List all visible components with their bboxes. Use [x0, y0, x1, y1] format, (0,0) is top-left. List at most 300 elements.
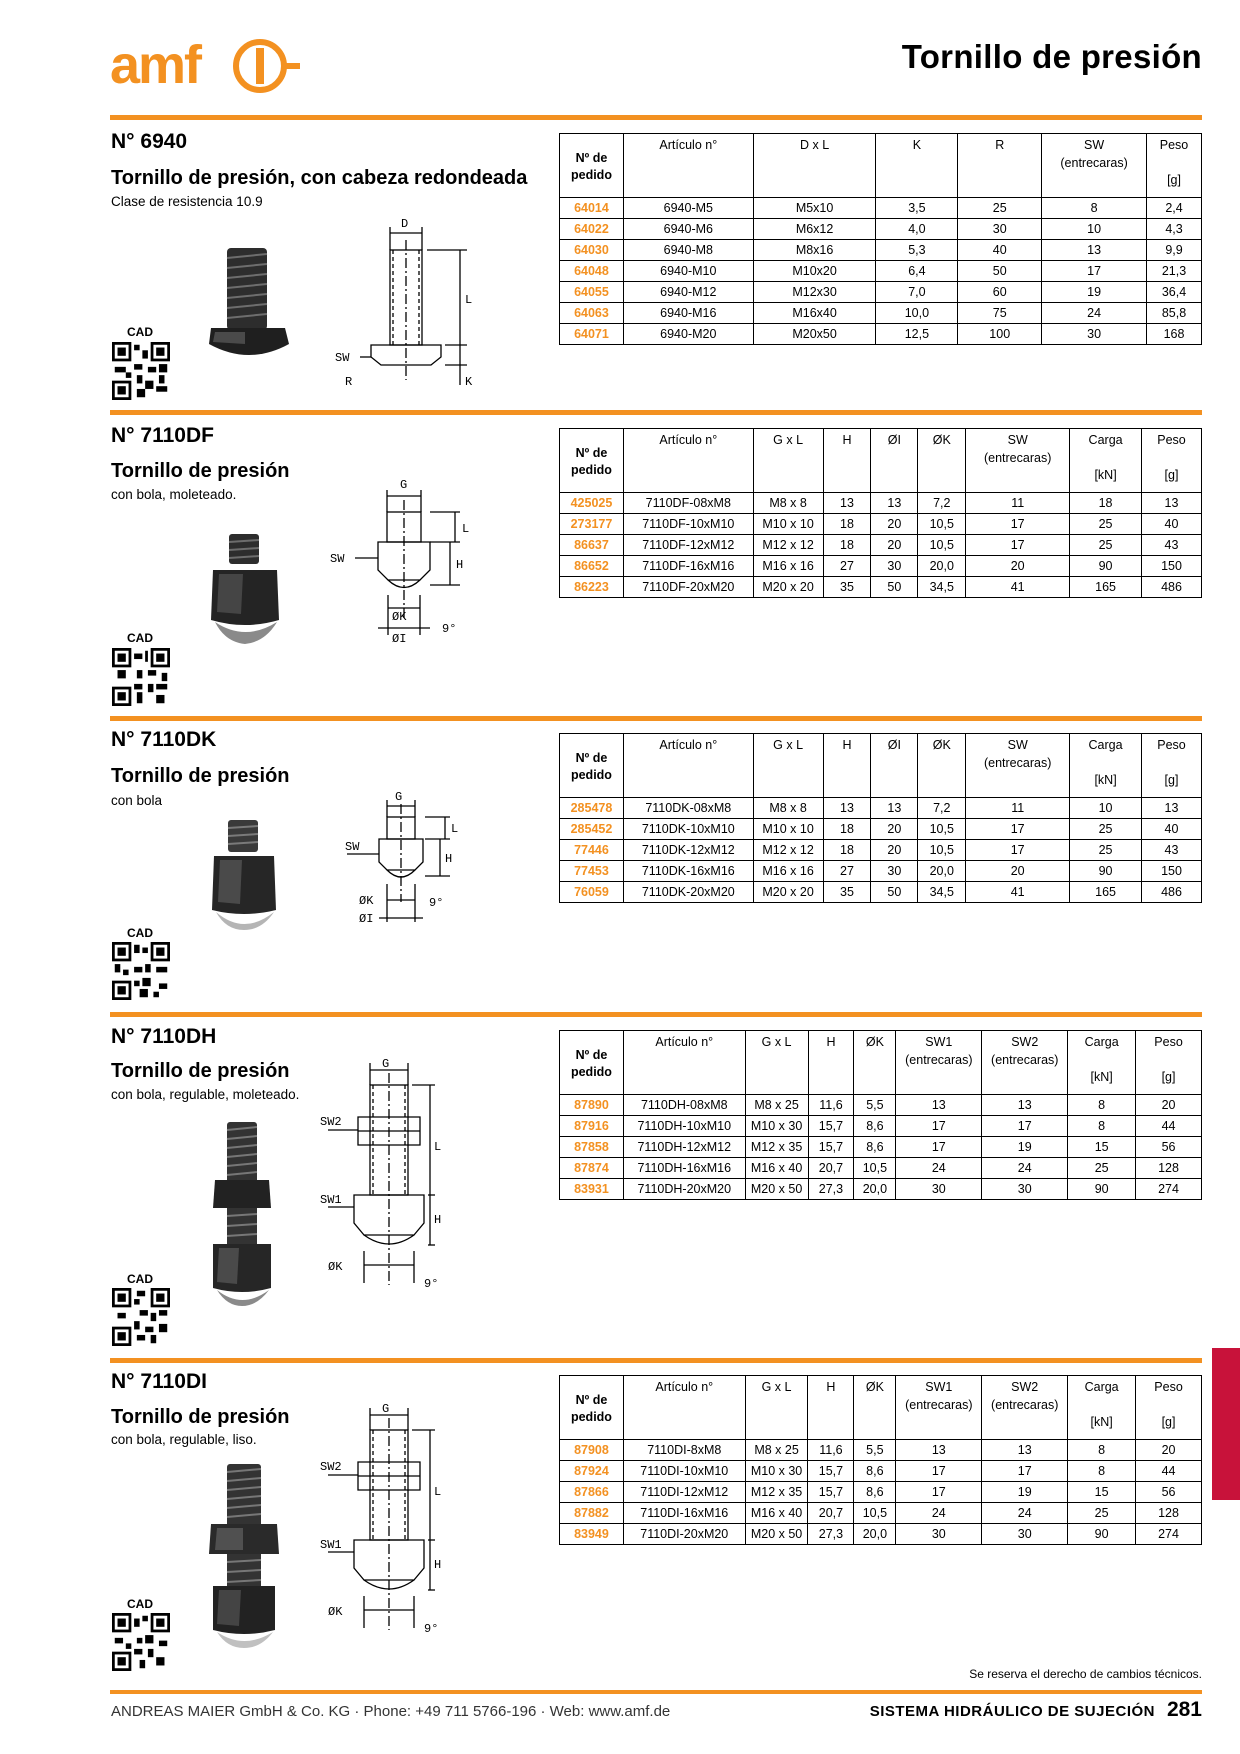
table-cell: M16 x 40	[745, 1158, 808, 1179]
table-cell: M12x30	[753, 282, 876, 303]
table-row	[560, 493, 1202, 514]
product-photo	[205, 1462, 283, 1652]
header-h: H	[808, 1376, 854, 1440]
header-di: ØI	[871, 429, 918, 493]
table-cell: 8	[1042, 198, 1147, 219]
table-cell: M8 x 8	[753, 798, 823, 819]
header-article: Artículo n°	[623, 734, 753, 798]
table-cell: 8	[1068, 1116, 1136, 1137]
order-number-link[interactable]: 87908	[560, 1440, 624, 1461]
table-cell: 90	[1068, 1179, 1136, 1200]
order-number-link[interactable]: 83949	[560, 1524, 624, 1545]
table-cell: M10x20	[753, 261, 876, 282]
section-subtitle: con bola, regulable, moleteado.	[111, 1087, 300, 1102]
table-cell: 7110DF-08xM8	[623, 493, 753, 514]
table-cell: M10 x 10	[753, 819, 823, 840]
table-row	[560, 219, 1202, 240]
header-article: Artículo n°	[623, 1376, 745, 1440]
table-cell: 168	[1147, 324, 1202, 345]
header-peso: Peso [g]	[1142, 429, 1202, 493]
header-peso: Peso [g]	[1136, 1376, 1202, 1440]
table-cell: 10	[1070, 798, 1142, 819]
header-sw: SW (entrecaras)	[966, 734, 1070, 798]
table-row	[560, 556, 1202, 577]
dim-g: G	[400, 478, 408, 492]
table-cell: 486	[1142, 577, 1202, 598]
table-cell: M16 x 16	[753, 861, 823, 882]
section-title: Tornillo de presión, con cabeza redondeada	[111, 167, 528, 189]
table-cell: 6940-M10	[623, 261, 753, 282]
order-number-link[interactable]: 285452	[560, 819, 624, 840]
table-cell: 17	[966, 819, 1070, 840]
order-number-link[interactable]: 86223	[560, 577, 624, 598]
table-cell: 20	[966, 556, 1070, 577]
order-number-link[interactable]: 87874	[560, 1158, 624, 1179]
dim-g: G	[395, 792, 403, 804]
table-row	[560, 861, 1202, 882]
page-title: Tornillo de presión	[901, 38, 1202, 75]
table-cell: 6940-M16	[623, 303, 753, 324]
table-cell: 30	[1042, 324, 1147, 345]
order-number-link[interactable]: 77446	[560, 840, 624, 861]
table-cell: 10,0	[876, 303, 958, 324]
order-number-link[interactable]: 64048	[560, 261, 624, 282]
table-cell: 165	[1070, 882, 1142, 903]
order-number-link[interactable]: 86637	[560, 535, 624, 556]
order-number-link[interactable]: 87924	[560, 1461, 624, 1482]
order-number-link[interactable]: 86652	[560, 556, 624, 577]
qr-code[interactable]	[112, 342, 170, 400]
order-number-link[interactable]: 87882	[560, 1503, 624, 1524]
table-cell: 15,7	[808, 1137, 854, 1158]
table-cell: 50	[871, 882, 918, 903]
table-cell: 90	[1068, 1524, 1136, 1545]
technical-drawing	[320, 1055, 500, 1310]
table-row	[560, 1137, 1202, 1158]
table-row	[560, 1179, 1202, 1200]
table-cell: 34,5	[918, 577, 966, 598]
table-row	[560, 577, 1202, 598]
qr-code[interactable]	[112, 1288, 170, 1346]
table-cell: 25	[1070, 840, 1142, 861]
table-cell: 100	[958, 324, 1042, 345]
table-cell: 19	[982, 1482, 1068, 1503]
table-cell: 8,6	[854, 1116, 896, 1137]
footer-rule	[110, 1690, 1202, 1694]
table-cell: 6,4	[876, 261, 958, 282]
table-row	[560, 819, 1202, 840]
table-cell: 17	[896, 1482, 982, 1503]
table-cell: 24	[896, 1503, 982, 1524]
table-cell: 90	[1070, 861, 1142, 882]
table-cell: 165	[1070, 577, 1142, 598]
table-cell: 27,3	[808, 1179, 854, 1200]
table-row	[560, 1440, 1202, 1461]
table-row	[560, 1482, 1202, 1503]
table-cell: 15	[1068, 1482, 1136, 1503]
table-cell: 7,2	[918, 798, 966, 819]
table-cell: 20	[871, 535, 918, 556]
table-cell: 25	[1070, 514, 1142, 535]
table-cell: 56	[1136, 1482, 1202, 1503]
dim-r: R	[345, 375, 353, 389]
cad-label: CAD	[127, 1597, 153, 1611]
table-cell: 7110DI-8xM8	[623, 1440, 745, 1461]
header-order-number: Nº de pedido	[560, 734, 624, 798]
table-cell: 274	[1136, 1524, 1202, 1545]
table-cell: 13	[823, 798, 871, 819]
product-photo	[205, 530, 290, 650]
table-cell: 13	[982, 1095, 1068, 1116]
table-cell: 8	[1068, 1440, 1136, 1461]
header-di: ØI	[871, 734, 918, 798]
table-cell: 25	[1068, 1503, 1136, 1524]
table-row	[560, 535, 1202, 556]
table-cell: 20,0	[918, 556, 966, 577]
table-cell: 20,7	[808, 1158, 854, 1179]
table-cell: 7110DH-10xM10	[623, 1116, 745, 1137]
table-cell: 7110DI-10xM10	[623, 1461, 745, 1482]
header-article: Artículo n°	[623, 429, 753, 493]
qr-code[interactable]	[112, 1613, 170, 1671]
dim-l: L	[462, 522, 470, 536]
table-cell: 13	[1042, 240, 1147, 261]
table-row	[560, 514, 1202, 535]
table-cell: 7110DF-12xM12	[623, 535, 753, 556]
product-photo	[210, 818, 280, 933]
spec-table	[559, 133, 1202, 345]
table-cell: 7110DH-08xM8	[623, 1095, 745, 1116]
order-number-link[interactable]: 87858	[560, 1137, 624, 1158]
section-title: Tornillo de presión	[111, 460, 290, 482]
section-subtitle: con bola	[111, 793, 163, 808]
technical-drawing	[335, 215, 495, 390]
header-carga: Carga [kN]	[1068, 1031, 1136, 1095]
table-row	[560, 798, 1202, 819]
table-cell: 13	[1142, 798, 1202, 819]
table-cell: 40	[1142, 819, 1202, 840]
table-cell: 15	[1068, 1137, 1136, 1158]
table-cell: 150	[1142, 556, 1202, 577]
table-cell: 7110DH-20xM20	[623, 1179, 745, 1200]
table-cell: M20 x 20	[753, 577, 823, 598]
header-k: K	[876, 134, 958, 198]
section-subtitle: Clase de resistencia 10.9	[111, 194, 263, 209]
header-h: H	[823, 734, 871, 798]
order-number-link[interactable]: 64055	[560, 282, 624, 303]
header-order-number: Nº de pedido	[560, 134, 624, 198]
table-cell: 5,5	[854, 1095, 896, 1116]
technical-drawing	[320, 1400, 500, 1655]
table-cell: 4,0	[876, 219, 958, 240]
table-cell: 50	[871, 577, 918, 598]
section-rule	[110, 1358, 1202, 1363]
table-cell: 8	[1068, 1095, 1136, 1116]
dim-dk: ØK	[328, 1605, 343, 1619]
header-sw1: SW1 (entrecaras)	[896, 1031, 982, 1095]
table-cell: 6940-M8	[623, 240, 753, 261]
footer-company: ANDREAS MAIER GmbH & Co. KG · Phone: +49 711 5766-196 · Web: www.amf.de	[111, 1703, 671, 1720]
table-cell: 17	[982, 1461, 1068, 1482]
table-cell: 43	[1142, 840, 1202, 861]
table-cell: 10,5	[918, 535, 966, 556]
header-gxl: G x L	[745, 1031, 808, 1095]
chapter-tab[interactable]	[1212, 1348, 1240, 1500]
table-cell: 20,0	[854, 1524, 896, 1545]
header-gxl: G x L	[753, 429, 823, 493]
table-cell: 17	[896, 1461, 982, 1482]
header-order-number: Nº de pedido	[560, 1376, 624, 1440]
order-number-link[interactable]: 87890	[560, 1095, 624, 1116]
section-subtitle: con bola, moleteado.	[111, 487, 237, 502]
section-title: Tornillo de presión	[111, 765, 290, 787]
technical-drawing	[330, 470, 500, 650]
dim-h: H	[434, 1558, 442, 1572]
table-cell: 7,0	[876, 282, 958, 303]
dim-sw: SW	[330, 552, 345, 566]
table-cell: 25	[1068, 1158, 1136, 1179]
table-cell: 30	[958, 219, 1042, 240]
table-cell: M10 x 30	[745, 1461, 808, 1482]
table-cell: 24	[1042, 303, 1147, 324]
section-title: Tornillo de presión	[111, 1406, 290, 1428]
table-cell: M12 x 35	[745, 1482, 808, 1503]
order-number-link[interactable]: 64063	[560, 303, 624, 324]
table-row	[560, 324, 1202, 345]
order-number-link[interactable]: 285478	[560, 798, 624, 819]
table-cell: 128	[1136, 1503, 1202, 1524]
header-carga: Carga [kN]	[1070, 734, 1142, 798]
table-cell: 25	[1070, 535, 1142, 556]
table-cell: 13	[1142, 493, 1202, 514]
table-cell: 17	[966, 514, 1070, 535]
section-subtitle: con bola, regulable, liso.	[111, 1432, 257, 1447]
header-rule	[110, 115, 1202, 120]
footer-system: SISTEMA HIDRÁULICO DE SUJECIÓN	[869, 1703, 1155, 1720]
header-carga: Carga [kN]	[1070, 429, 1142, 493]
table-cell: 19	[1042, 282, 1147, 303]
section-title: Tornillo de presión	[111, 1060, 290, 1082]
cad-label: CAD	[127, 1272, 153, 1286]
dim-g: G	[382, 1057, 390, 1071]
table-cell: 6940-M20	[623, 324, 753, 345]
spec-table	[559, 428, 1202, 598]
table-cell: 18	[823, 840, 871, 861]
header-gxl: G x L	[753, 734, 823, 798]
table-cell: 13	[896, 1440, 982, 1461]
order-number-link[interactable]: 64030	[560, 240, 624, 261]
product-photo	[205, 240, 295, 370]
spec-table	[559, 733, 1202, 903]
table-cell: 7,2	[918, 493, 966, 514]
table-cell: 18	[823, 819, 871, 840]
section-number: N° 6940	[111, 130, 188, 153]
table-row	[560, 1524, 1202, 1545]
order-number-link[interactable]: 87866	[560, 1482, 624, 1503]
table-cell: 21,3	[1147, 261, 1202, 282]
table-cell: 150	[1142, 861, 1202, 882]
table-cell: 6940-M5	[623, 198, 753, 219]
table-cell: 30	[982, 1179, 1068, 1200]
table-cell: 20	[966, 861, 1070, 882]
table-cell: 40	[958, 240, 1042, 261]
table-row	[560, 1116, 1202, 1137]
table-cell: 10,5	[918, 819, 966, 840]
order-number-link[interactable]: 64014	[560, 198, 624, 219]
dim-h: H	[456, 558, 464, 572]
table-cell: 2,4	[1147, 198, 1202, 219]
qr-code[interactable]	[112, 648, 170, 706]
table-cell: 17	[982, 1116, 1068, 1137]
dim-sw: SW	[335, 351, 350, 365]
table-cell: 30	[871, 861, 918, 882]
table-cell: 20	[871, 819, 918, 840]
table-cell: 41	[966, 882, 1070, 903]
table-cell: 24	[982, 1158, 1068, 1179]
order-number-link[interactable]: 76059	[560, 882, 624, 903]
table-cell: 60	[958, 282, 1042, 303]
table-cell: 274	[1136, 1179, 1202, 1200]
table-cell: 5,3	[876, 240, 958, 261]
header-gxl: G x L	[745, 1376, 808, 1440]
header-peso: Peso [g]	[1147, 134, 1202, 198]
table-cell: 43	[1142, 535, 1202, 556]
table-cell: 8,6	[854, 1482, 896, 1503]
dim-d: D	[401, 217, 409, 231]
order-number-link[interactable]: 64022	[560, 219, 624, 240]
dim-l: L	[434, 1485, 442, 1499]
table-cell: 7110DI-20xM20	[623, 1524, 745, 1545]
order-number-link[interactable]: 273177	[560, 514, 624, 535]
table-cell: 7110DK-16xM16	[623, 861, 753, 882]
table-row	[560, 261, 1202, 282]
order-number-link[interactable]: 87916	[560, 1116, 624, 1137]
table-row	[560, 240, 1202, 261]
table-cell: 30	[896, 1524, 982, 1545]
table-cell: 7110DF-20xM20	[623, 577, 753, 598]
page-number: 281	[1166, 1698, 1202, 1721]
table-cell: M8 x 25	[745, 1440, 808, 1461]
table-cell: 7110DH-12xM12	[623, 1137, 745, 1158]
table-cell: 18	[1070, 493, 1142, 514]
table-cell: 27	[823, 861, 871, 882]
table-cell: 75	[958, 303, 1042, 324]
table-cell: 8	[1068, 1461, 1136, 1482]
order-number-link[interactable]: 64071	[560, 324, 624, 345]
section-number: N° 7110DK	[111, 728, 217, 751]
dim-sw1: SW1	[320, 1193, 342, 1207]
table-cell: 25	[1070, 819, 1142, 840]
table-cell: 27	[823, 556, 871, 577]
cad-label: CAD	[127, 325, 153, 339]
table-cell: 35	[823, 882, 871, 903]
header-h: H	[823, 429, 871, 493]
table-cell: 36,4	[1147, 282, 1202, 303]
header-order-number: Nº de pedido	[560, 429, 624, 493]
table-cell: 10,5	[918, 840, 966, 861]
table-cell: 11	[966, 493, 1070, 514]
spec-table	[559, 1030, 1202, 1200]
table-cell: M20x50	[753, 324, 876, 345]
dim-h: H	[445, 852, 453, 866]
table-cell: 128	[1136, 1158, 1202, 1179]
section-number: N° 7110DH	[111, 1025, 217, 1048]
table-row	[560, 303, 1202, 324]
table-cell: 17	[1042, 261, 1147, 282]
cad-label: CAD	[127, 631, 153, 645]
header-h: H	[808, 1031, 854, 1095]
table-cell: 7110DI-16xM16	[623, 1503, 745, 1524]
dim-dk: ØK	[392, 610, 407, 624]
table-cell: 20,0	[918, 861, 966, 882]
table-cell: 5,5	[854, 1440, 896, 1461]
svg-text:amf: amf	[110, 36, 201, 95]
table-cell: 44	[1136, 1116, 1202, 1137]
dim-dk: ØK	[359, 894, 374, 908]
header-article: Artículo n°	[623, 134, 753, 198]
table-cell: M12 x 12	[753, 535, 823, 556]
table-cell: 4,3	[1147, 219, 1202, 240]
qr-code[interactable]	[112, 942, 170, 1000]
header-sw: SW (entrecaras)	[1042, 134, 1147, 198]
table-cell: 30	[871, 556, 918, 577]
table-cell: M5x10	[753, 198, 876, 219]
table-cell: M10 x 10	[753, 514, 823, 535]
dim-sw: SW	[345, 840, 360, 854]
table-row	[560, 840, 1202, 861]
dim-h: H	[434, 1213, 442, 1227]
section-rule	[110, 1012, 1202, 1017]
table-cell: 85,8	[1147, 303, 1202, 324]
dim-sw2: SW2	[320, 1115, 342, 1129]
table-cell: 20	[871, 840, 918, 861]
dim-angle: 9°	[424, 1622, 439, 1636]
table-cell: 3,5	[876, 198, 958, 219]
dim-di: ØI	[359, 912, 374, 926]
table-cell: 7110DK-08xM8	[623, 798, 753, 819]
table-cell: 10,5	[854, 1158, 896, 1179]
table-cell: 11,6	[808, 1095, 854, 1116]
header-dk: ØK	[918, 429, 966, 493]
table-cell: 7110DF-10xM10	[623, 514, 753, 535]
table-row	[560, 1461, 1202, 1482]
header-peso: Peso [g]	[1136, 1031, 1202, 1095]
order-number-link[interactable]: 83931	[560, 1179, 624, 1200]
header-peso: Peso [g]	[1142, 734, 1202, 798]
header-article: Artículo n°	[623, 1031, 745, 1095]
dim-k: K	[465, 375, 473, 389]
table-cell: M16 x 40	[745, 1503, 808, 1524]
table-cell: 24	[896, 1158, 982, 1179]
table-cell: M16 x 16	[753, 556, 823, 577]
table-cell: 8,6	[854, 1461, 896, 1482]
table-row	[560, 882, 1202, 903]
header-sw1: SW1 (entrecaras)	[896, 1376, 982, 1440]
section-rule	[110, 410, 1202, 415]
order-number-link[interactable]: 425025	[560, 493, 624, 514]
table-cell: 7110DK-10xM10	[623, 819, 753, 840]
spec-table	[559, 1375, 1202, 1545]
table-cell: 24	[982, 1503, 1068, 1524]
table-cell: 13	[871, 493, 918, 514]
table-row	[560, 1158, 1202, 1179]
order-number-link[interactable]: 77453	[560, 861, 624, 882]
dim-angle: 9°	[442, 622, 457, 636]
table-cell: 27,3	[808, 1524, 854, 1545]
dim-angle: 9°	[424, 1277, 439, 1291]
header-dk: ØK	[854, 1376, 896, 1440]
table-cell: 17	[966, 535, 1070, 556]
